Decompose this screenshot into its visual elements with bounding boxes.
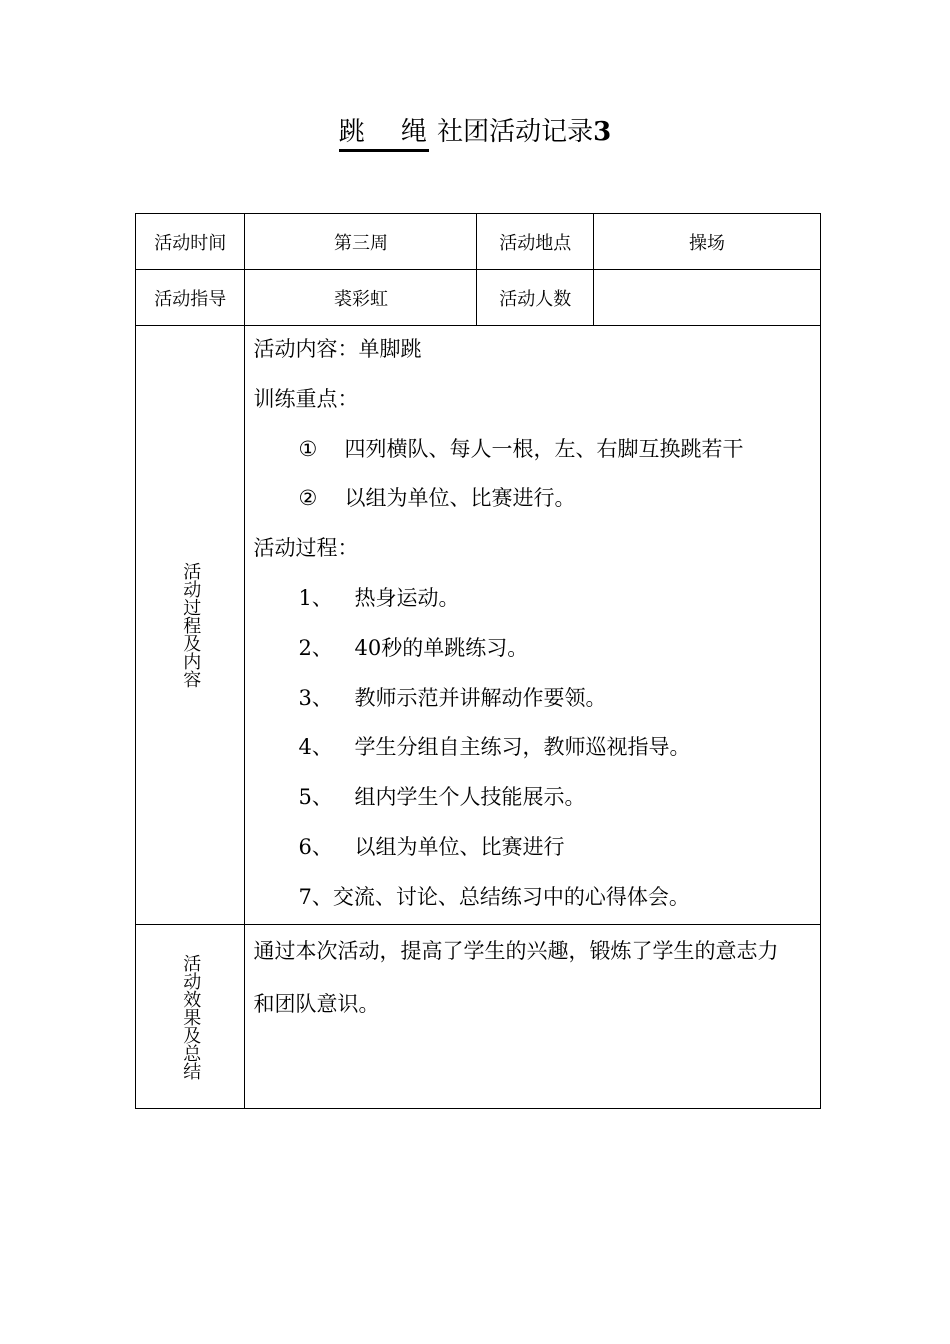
process-step — [253, 575, 812, 625]
title-number: 3 — [593, 117, 612, 147]
summary-content-cell — [245, 925, 821, 1109]
table-row — [136, 214, 821, 270]
process-step — [253, 675, 812, 725]
summary-side-cell — [136, 925, 245, 1109]
process-step — [253, 774, 812, 824]
process-step-text: 学生分组自主练习，教师巡视指导。 — [354, 735, 691, 760]
focus-item-text: 以组为单位、比赛进行。 — [344, 486, 576, 511]
summary-line: 通过本次活动，提高了学生的兴趣，锻炼了学生的意志力 — [253, 939, 779, 963]
process-step-marker: 4、 — [298, 735, 333, 760]
activity-time-label: 活动时间 — [136, 214, 245, 270]
process-side-cell — [136, 326, 245, 925]
process-final-step: 7、交流、讨论、总结练习中的心得体会。 — [298, 884, 690, 909]
table-row — [136, 326, 821, 925]
process-content-cell — [245, 326, 821, 925]
content-heading: 活动内容：单脚跳 — [253, 337, 422, 361]
focus-item-marker: ① — [298, 436, 318, 461]
page-title — [0, 112, 950, 152]
process-step-marker: 1、 — [298, 585, 333, 610]
focus-item — [253, 475, 812, 525]
process-step — [253, 824, 812, 874]
process-step — [253, 724, 812, 774]
process-step-text: 热身运动。 — [354, 585, 460, 610]
table-row — [136, 925, 821, 1109]
title-word-tiao: 跳 — [338, 117, 365, 147]
process-step — [253, 625, 812, 675]
title-word-sheng: 绳 — [400, 117, 427, 147]
focus-item-marker: ② — [298, 486, 318, 511]
activity-record-table — [135, 213, 821, 1109]
activity-count-label: 活动人数 — [477, 270, 594, 326]
activity-guide-value: 裘彩虹 — [245, 270, 477, 326]
process-heading: 活动过程： — [253, 536, 359, 561]
process-step-marker: 2、 — [298, 635, 333, 660]
focus-item-text: 四列横队、每人一根，左、右脚互换跳若干 — [344, 436, 744, 461]
table-row — [136, 270, 821, 326]
process-step-text: 教师示范并讲解动作要领。 — [354, 685, 607, 710]
summary-side-label: 活动效果及总结 — [180, 953, 202, 1080]
summary-line: 和团队意识。 — [253, 992, 380, 1016]
activity-place-value: 操场 — [593, 214, 820, 270]
process-step-marker: 6、 — [298, 834, 333, 859]
process-step-text: 40秒的单跳练习。 — [354, 635, 529, 660]
title-underlined-part — [339, 115, 429, 152]
summary-text — [253, 925, 812, 1031]
title-record-text: 社团活动记录 — [437, 117, 594, 147]
activity-time-value: 第三周 — [245, 214, 477, 270]
process-step-marker: 5、 — [298, 785, 333, 810]
activity-count-value — [593, 270, 820, 326]
process-side-label: 活动过程及内容 — [180, 562, 202, 688]
process-step-marker: 3、 — [298, 685, 333, 710]
process-step-text: 组内学生个人技能展示。 — [354, 785, 586, 810]
focus-heading: 训练重点： — [253, 386, 359, 411]
activity-guide-label: 活动指导 — [136, 270, 245, 326]
focus-item — [253, 426, 812, 476]
activity-place-label: 活动地点 — [477, 214, 594, 270]
process-step-text: 以组为单位、比赛进行 — [354, 834, 565, 859]
